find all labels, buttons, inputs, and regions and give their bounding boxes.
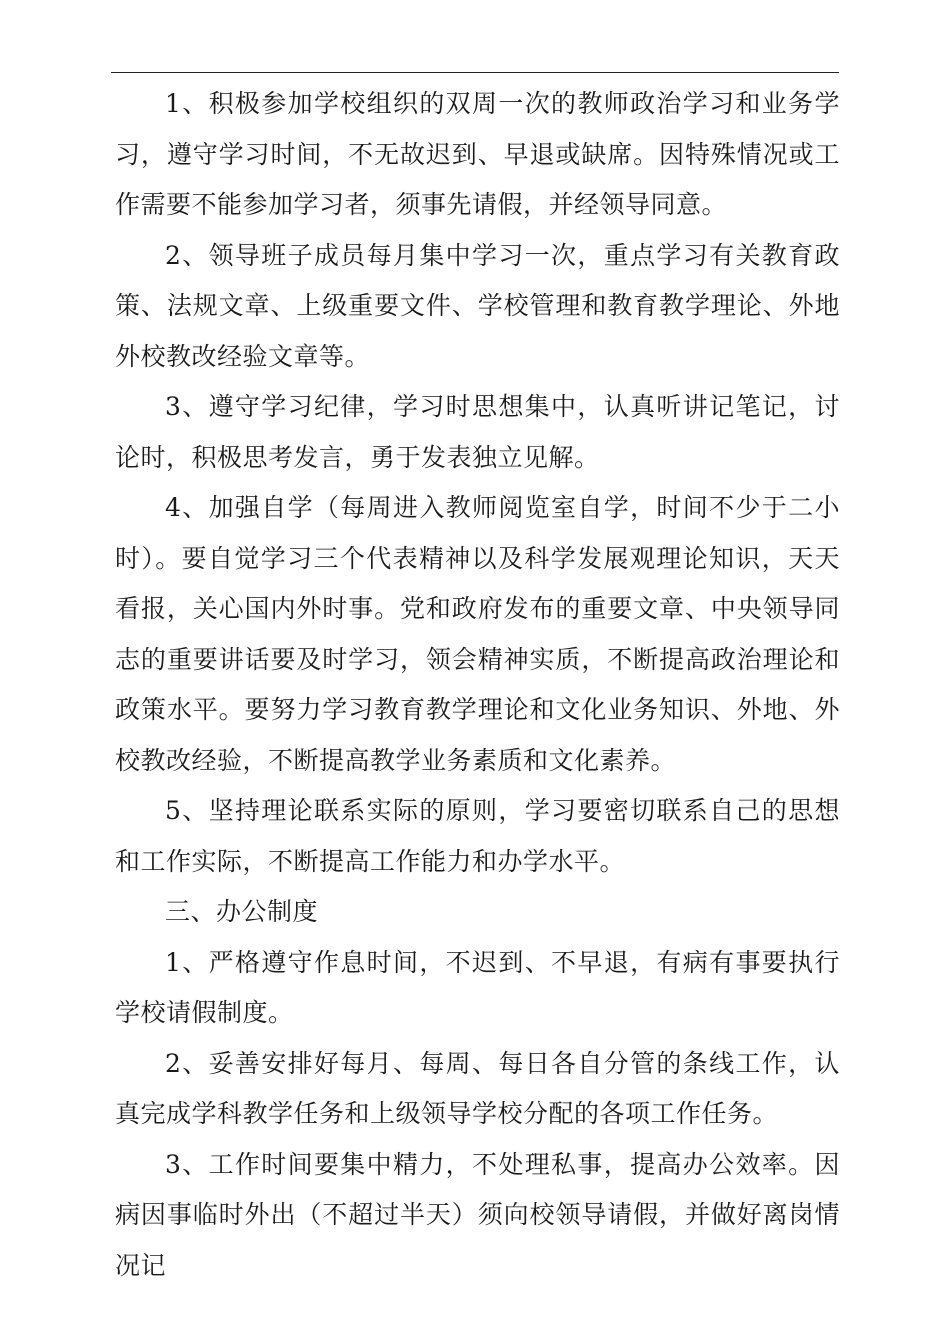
header-rule [111,72,839,73]
paragraph-study-attendance: 1、积极参加学校组织的双周一次的教师政治学习和业务学习，遵守学习时间，不无故迟到、早退或缺席。因特殊情况或工作需要不能参加学习者，须事先请假，并经领导同意。 [115,89,840,219]
section-heading-office-rules: 三、办公制度 [165,897,319,926]
paragraph-work-hours: 1、严格遵守作息时间，不迟到、不早退，有病有事要执行学校请假制度。 [115,947,840,1027]
paragraph-theory-practice: 5、坚持理论联系实际的原则，学习要密切联系自己的思想和工作实际，不断提高工作能力和办学水平。 [115,796,840,876]
document-body [115,79,840,1291]
paragraph-self-study: 4、加强自学（每周进入教师阅览室自学，时间不少于二小时）。要自觉学习三个代表精神以及科学发展观理论知识，天天看报，关心国内外时事。党和政府发布的重要文章、中央领导同志的重要讲话要及时学习，领会精神实质，不断提高政治理论和政策水平。要努力学习教育教学理论和文化业务知识、外地、外校教改经验，不断提高教学业务素质和文化素养。 [115,493,840,775]
paragraph-task-arrangement: 2、妥善安排好每月、每周、每日各自分管的条线工作，认真完成学科教学任务和上级领导学校分配的各项工作任务。 [115,1048,840,1128]
paragraph-work-focus: 3、工作时间要集中精力，不处理私事，提高办公效率。因病因事临时外出（不超过半天）须向校领导请假，并做好离岗情况记 [115,1149,840,1280]
paragraph-leadership-study: 2、领导班子成员每月集中学习一次，重点学习有关教育政策、法规文章、上级重要文件、学校管理和教育教学理论、外地外校教改经验文章等。 [115,240,840,371]
paragraph-study-discipline: 3、遵守学习纪律，学习时思想集中，认真听讲记笔记，讨论时，积极思考发言，勇于发表独立见解。 [115,392,840,472]
